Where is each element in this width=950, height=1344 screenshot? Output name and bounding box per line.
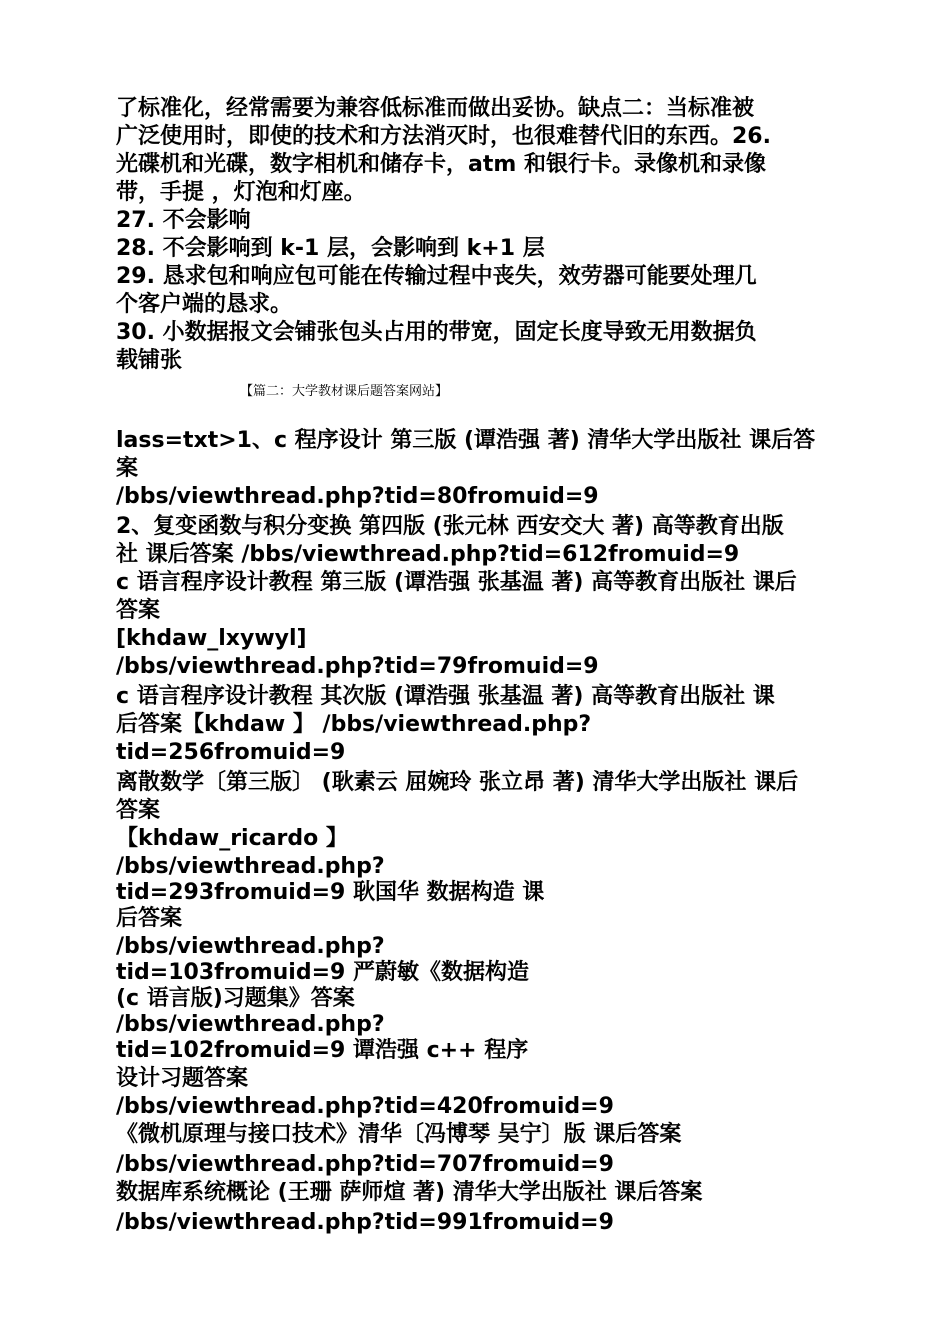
- body-line-10: c 语言程序设计教程 其次版 (谭浩强 张基温 著) 高等教育出版社 课: [116, 684, 775, 709]
- body-line-2: 案: [116, 456, 139, 481]
- body-line-23: tid=102fromuid=9 谭浩强 c++ 程序: [116, 1038, 529, 1063]
- intro-line-4: 带，手提 ，灯泡和灯座。: [116, 180, 366, 205]
- body-line-19: /bbs/viewthread.php?: [116, 934, 385, 959]
- intro-line-6: 28. 不会影响到 k-1 层，会影响到 k+1 层: [116, 236, 545, 261]
- body-line-20: tid=103fromuid=9 严蔚敏《数据构造: [116, 960, 529, 985]
- intro-line-3: 光碟机和光碟，数字相机和储存卡，atm 和银行卡。录像机和录像: [116, 152, 766, 177]
- body-line-28: 数据库系统概论 (王珊 萨师煊 著) 清华大学出版社 课后答案: [116, 1180, 703, 1205]
- intro-line-8: 个客户端的恳求。: [116, 292, 293, 317]
- body-line-11: 后答案【khdaw 】 /bbs/viewthread.php?: [116, 712, 592, 737]
- body-line-4: 2、复变函数与积分变换 第四版 (张元林 西安交大 著) 高等教育出版: [116, 514, 784, 539]
- body-line-7: 答案: [116, 598, 161, 623]
- body-line-21: (c 语言版)习题集》答案: [116, 986, 355, 1011]
- body-line-12: tid=256fromuid=9: [116, 740, 346, 765]
- intro-line-10: 载铺张: [116, 348, 183, 373]
- body-line-5: 社 课后答案 /bbs/viewthread.php?tid=612fromuid=9: [116, 542, 740, 567]
- body-line-6: c 语言程序设计教程 第三版 (谭浩强 张基温 著) 高等教育出版社 课后: [116, 570, 797, 595]
- body-line-15: 【khdaw_ricardo 】: [116, 826, 348, 851]
- body-line-25: /bbs/viewthread.php?tid=420fromuid=9: [116, 1094, 614, 1119]
- body-line-14: 答案: [116, 798, 161, 823]
- body-line-24: 设计习题答案: [116, 1066, 249, 1091]
- body-line-8: [khdaw_lxywyl]: [116, 626, 307, 651]
- body-line-16: /bbs/viewthread.php?: [116, 854, 385, 879]
- body-line-18: 后答案: [116, 906, 183, 931]
- intro-line-2: 广泛使用时，即使的技术和方法消灭时，也很难替代旧的东西。26.: [116, 124, 771, 149]
- body-line-3: /bbs/viewthread.php?tid=80fromuid=9: [116, 484, 599, 509]
- body-line-1: lass=txt>1、c 程序设计 第三版 (谭浩强 著) 清华大学出版社 课后答: [116, 428, 816, 453]
- body-line-22: /bbs/viewthread.php?: [116, 1012, 385, 1037]
- body-line-26: 《微机原理与接口技术》清华〔冯博琴 吴宁〕版 课后答案: [116, 1122, 682, 1147]
- intro-line-5: 27. 不会影响: [116, 208, 251, 233]
- body-line-27: /bbs/viewthread.php?tid=707fromuid=9: [116, 1152, 614, 1177]
- intro-line-9: 30. 小数据报文会铺张包头占用的带宽，固定长度导致无用数据负: [116, 320, 757, 345]
- intro-line-1: 了标准化，经常需要为兼容低标准而做出妥协。缺点二：当标准被: [116, 96, 755, 121]
- body-line-9: /bbs/viewthread.php?tid=79fromuid=9: [116, 654, 599, 679]
- intro-line-7: 29. 恳求包和响应包可能在传输过程中丧失，效劳器可能要处理几: [116, 264, 757, 289]
- section-heading: 【篇二：大学教材课后题答案网站】: [240, 384, 449, 399]
- body-line-29: /bbs/viewthread.php?tid=991fromuid=9: [116, 1210, 614, 1235]
- body-line-13: 离散数学〔第三版〕 (耿素云 屈婉玲 张立昂 著) 清华大学出版社 课后: [116, 770, 799, 795]
- body-line-17: tid=293fromuid=9 耿国华 数据构造 课: [116, 880, 545, 905]
